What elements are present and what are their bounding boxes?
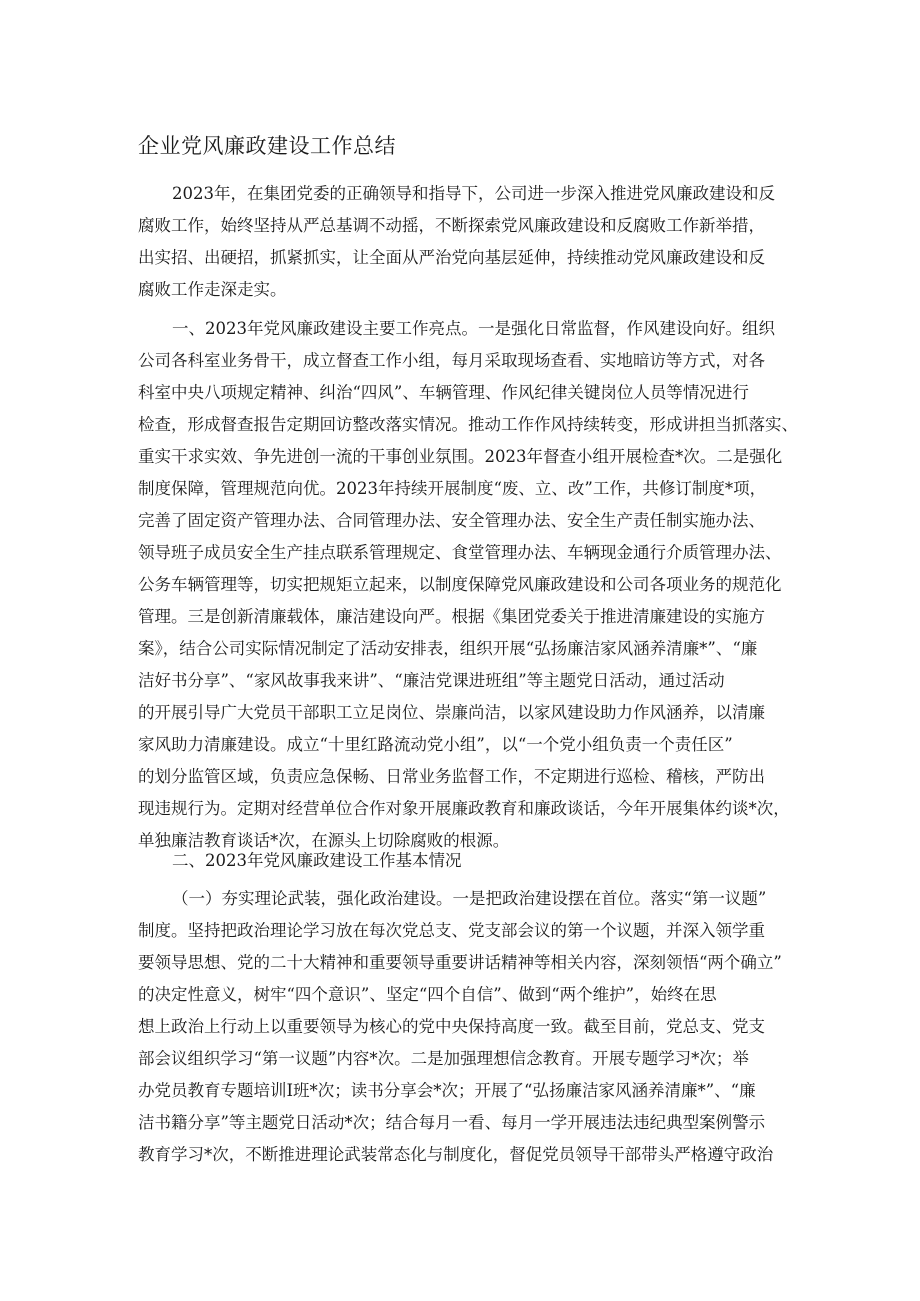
intro-paragraph bbox=[138, 178, 798, 306]
section1-paragraph bbox=[138, 313, 798, 857]
text-line: 腐败工作走深走实。 bbox=[138, 280, 287, 299]
text-line: 2023年，在集团党委的正确领导和指导下，公司进一步深入推进党风廉政建设和反 bbox=[172, 184, 775, 203]
text-line: 的划分监管区域，负责应急保畅、日常业务监督工作，不定期进行巡检、稽核，严防出 bbox=[138, 767, 765, 786]
text-line: 制度。坚持把政治理论学习放在每次党总支、党支部会议的第一个议题，并深入领学重 bbox=[138, 921, 765, 940]
text-line: 公司各科室业务骨干，成立督查工作小组，每月采取现场查看、实地暗访等方式，对各 bbox=[138, 351, 765, 370]
text-line: 腐败工作，始终坚持从严总基调不动摇，不断探索党风廉政建设和反腐败工作新举措， bbox=[138, 216, 765, 235]
text-line: 科室中央八项规定精神、纠治“四风”、车辆管理、作风纪律关键岗位人员等情况进行 bbox=[138, 383, 749, 402]
document-title: 企业党风廉政建设工作总结 bbox=[138, 134, 396, 158]
text-line: 部会议组织学习“第一议题”内容*次。二是加强理想信念教育。开展专题学习*次；举 bbox=[138, 1049, 749, 1068]
text-line: 公务车辆管理等，切实把规矩立起来，以制度保障党风廉政建设和公司各项业务的规范化 bbox=[138, 575, 782, 594]
text-line: 重实干求实效、争先进创一流的干事创业氛围。2023年督查小组开展检查*次。二是强化 bbox=[138, 447, 783, 466]
text-line: 一、2023年党风廉政建设主要工作亮点。一是强化日常监督，作风建设向好。组织 bbox=[172, 319, 775, 338]
section2-heading bbox=[138, 845, 798, 877]
text-line: 制度保障，管理规范向优。2023年持续开展制度“废、立、改”工作，共修订制度*项， bbox=[138, 479, 767, 498]
text-line: 出实招、出硬招，抓紧抓实，让全面从严治党向基层延伸，持续推动党风廉政建设和反 bbox=[138, 248, 765, 267]
text-line: 洁好书分享”、“家风故事我来讲”、“廉洁党课进班组”等主题党日活动，通过活动 bbox=[138, 671, 725, 690]
text-line: 办党员教育专题培训Ⅰ班*次；读书分享会*次；开展了“弘扬廉洁家风涵养清廉*”、“廉 bbox=[138, 1081, 756, 1100]
text-line: 洁书籍分享”等主题党日活动*次；结合每月一看、每月一学开展违法违纪典型案例警示 bbox=[138, 1113, 766, 1132]
text-line: 单独廉洁教育谈话*次，在源头上切除腐败的根源。 bbox=[138, 831, 510, 850]
section2-1-paragraph bbox=[138, 883, 798, 1171]
text-line: 检查，形成督查报告定期回访整改落实情况。推动工作作风持续转变，形成讲担当抓落实、 bbox=[138, 415, 798, 434]
text-line: 二、2023年党风廉政建设工作基本情况 bbox=[172, 851, 462, 870]
text-line: 教育学习*次，不断推进理论武装常态化与制度化，督促党员领导干部带头严格遵守政治 bbox=[138, 1145, 774, 1164]
text-line: 要领导思想、党的二十大精神和重要领导重要讲话精神等相关内容，深刻领悟“两个确立” bbox=[138, 953, 782, 972]
text-line: 案》，结合公司实际情况制定了活动安排表，组织开展“弘扬廉洁家风涵养清廉*”、“廉 bbox=[138, 639, 758, 658]
text-line: 领导班子成员安全生产挂点联系管理规定、食堂管理办法、车辆现金通行介质管理办法、 bbox=[138, 543, 782, 562]
text-line: 管理。三是创新清廉载体，廉洁建设向严。根据《集团党委关于推进清廉建设的实施方 bbox=[138, 607, 765, 626]
text-line: 家风助力清廉建设。成立“十里红路流动党小组”，以“一个党小组负责一个责任区” bbox=[138, 735, 733, 754]
text-line: 想上政治上行动上以重要领导为核心的党中央保持高度一致。截至目前，党总支、党支 bbox=[138, 1017, 765, 1036]
text-line: 的决定性意义，树牢“四个意识”、坚定“四个自信”、做到“两个维护”，始终在思 bbox=[138, 985, 717, 1004]
text-line: （一）夯实理论武装，强化政治建设。一是把政治建设摆在首位。落实“第一议题” bbox=[172, 889, 767, 908]
text-line: 的开展引导广大党员干部职工立足岗位、崇廉尚洁，以家风建设助力作风涵养，以清廉 bbox=[138, 703, 765, 722]
text-line: 现违规行为。定期对经营单位合作对象开展廉政教育和廉政谈话，今年开展集体约谈*次， bbox=[138, 799, 790, 818]
text-line: 完善了固定资产管理办法、合同管理办法、安全管理办法、安全生产责任制实施办法、 bbox=[138, 511, 765, 530]
